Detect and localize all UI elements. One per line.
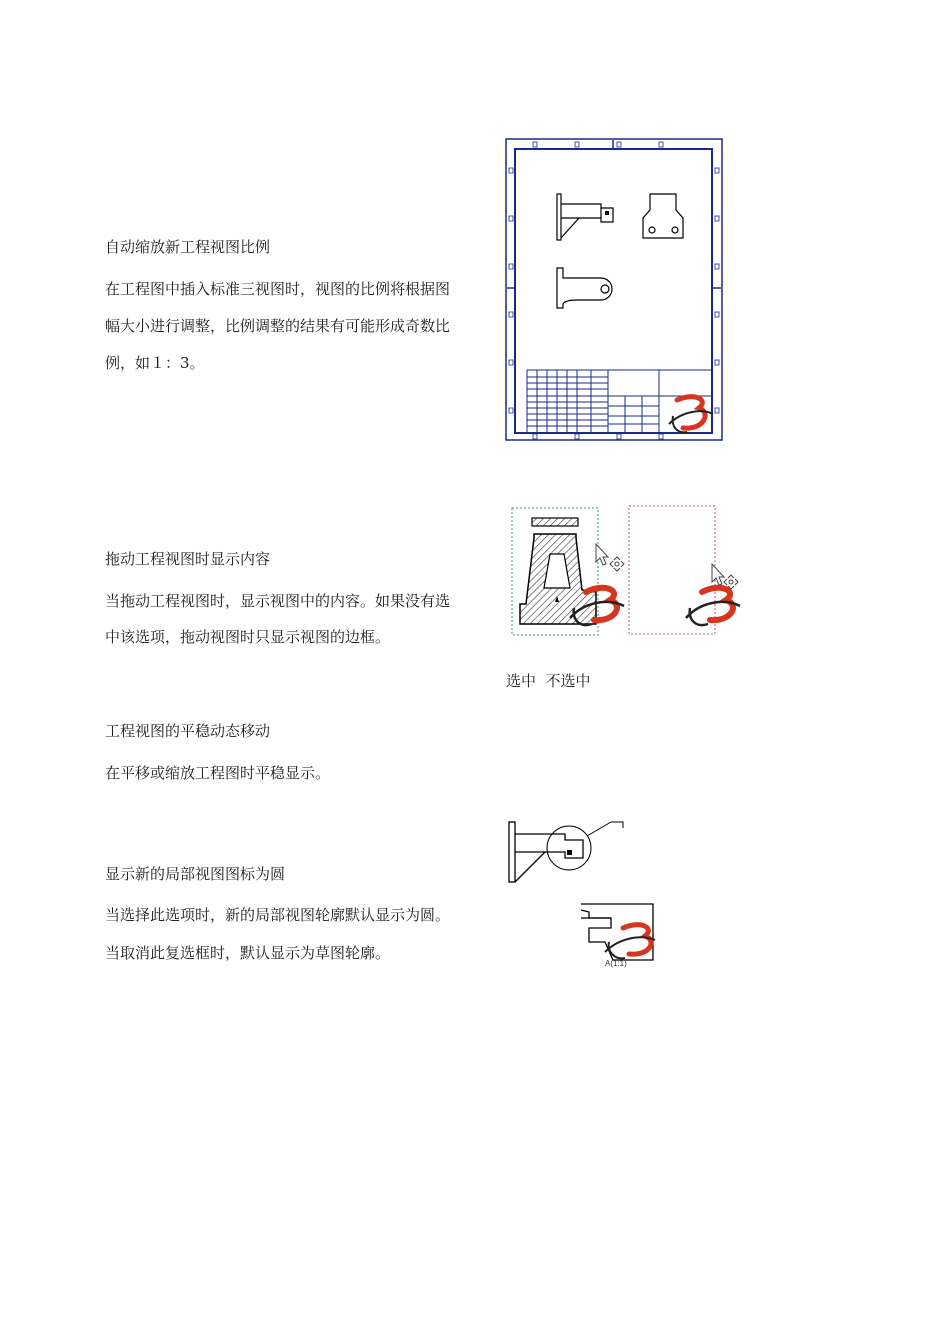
section-4-heading: 显示新的局部视图图标为圆 xyxy=(105,865,286,883)
drag-frame-only-figure xyxy=(624,500,744,640)
detail-view-figure xyxy=(505,810,660,974)
section-1-line-2: 幅大小进行调整，比例调整的结果有可能形成奇数比 xyxy=(105,317,451,335)
section-4-line-2: 当取消此复选框时，默认显示为草图轮廓。 xyxy=(105,944,391,962)
drag-figure-caption: 选中 不选中 xyxy=(506,672,591,690)
section-2-line-2: 中该选项，拖动视图时只显示视图的边框。 xyxy=(105,628,391,646)
drawing-sheet-figure xyxy=(505,138,723,442)
section-4-line-1: 当选择此选项时，新的局部视图轮廓默认显示为圆。 xyxy=(105,906,451,924)
section-2-line-1: 当拖动工程视图时，显示视图中的内容。如果没有选 xyxy=(105,592,451,610)
section-1-heading: 自动缩放新工程视图比例 xyxy=(105,238,271,256)
section-1-line-1: 在工程图中插入标准三视图时，视图的比例将根据图 xyxy=(105,280,451,298)
detail-view-label: A(1:1) xyxy=(605,959,627,968)
section-3-heading: 工程视图的平稳动态移动 xyxy=(105,722,271,740)
watermark-logo-4 xyxy=(605,925,655,959)
watermark-logo-3 xyxy=(686,588,740,625)
section-1-line-3: 例，如１：3。 xyxy=(105,354,205,372)
section-2-heading: 拖动工程视图时显示内容 xyxy=(105,550,271,568)
move-cursor-icon xyxy=(596,544,624,571)
section-3-line-1: 在平移或缩放工程图时平稳显示。 xyxy=(105,764,331,782)
drag-with-content-figure xyxy=(508,504,630,640)
